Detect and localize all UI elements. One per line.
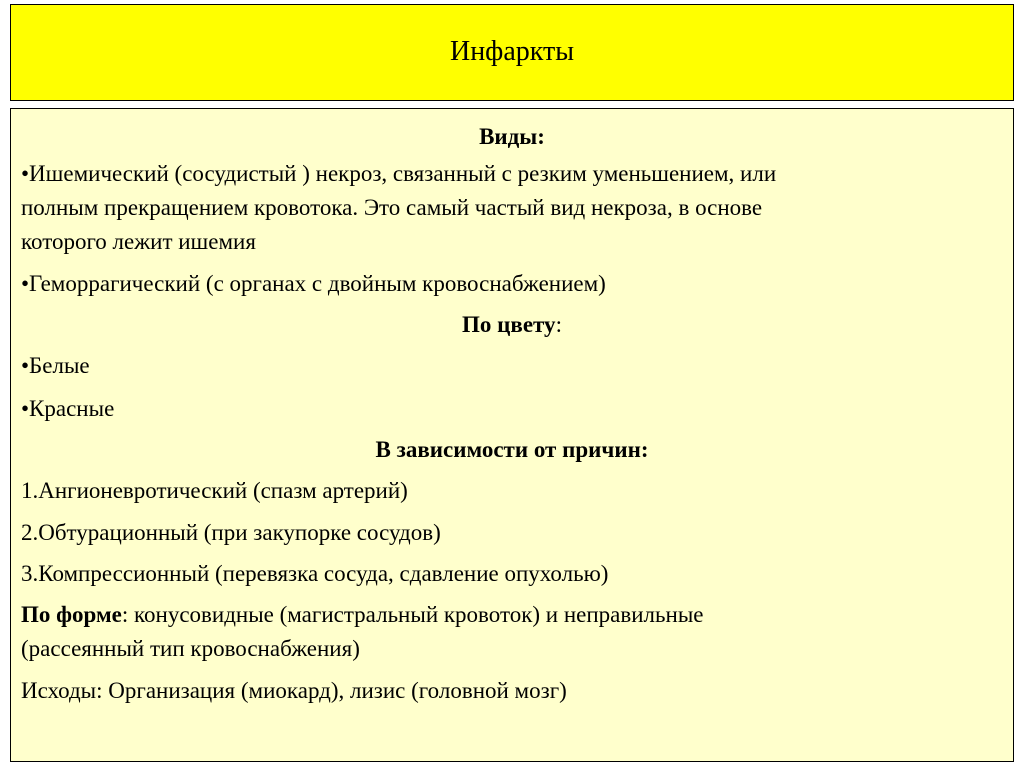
slide-title: Инфаркты [449,35,575,67]
color-item-red: •Красные [21,396,115,421]
vidy-item-1-line-2: полным прекращением кровотока. Это самый частый вид некроза, в основе [21,195,763,220]
vidy-item-1-line-1: •Ишемический (сосудистый ) некроз, связанный с резким уменьшением, или [21,161,777,186]
title-bar [10,4,1014,101]
heading-causes: В зависимости от причин: [375,437,649,462]
causes-item-1: 1.Ангионевротический (спазм артерий) [21,478,408,503]
content-panel [10,108,1014,762]
vidy-item-1-line-3: которого лежит ишемия [21,229,256,254]
causes-item-2: 2.Обтурационный (при закупорке сосудов) [21,520,441,545]
heading-color-colon: : [555,312,562,337]
causes-item-3: 3.Компрессионный (перевязка сосуда, сдавление опухолью) [21,561,609,586]
heading-vidy: Виды: [479,124,545,149]
vidy-item-2: •Геморрагический (с органах с двойным кровоснабжением) [21,271,606,296]
outcomes-line: Исходы: Организация (миокард), лизис (головной мозг) [21,678,567,703]
heading-color-label: По цвету [462,312,556,337]
form-line-1 [21,598,703,631]
heading-color [11,308,1013,341]
form-label: По форме [21,602,122,627]
form-line-2: (рассеянный тип кровоснабжения) [21,636,360,661]
color-item-white: •Белые [21,353,90,378]
form-line-1-text: : конусовидные (магистральный кровоток) и неправильные [121,602,704,627]
